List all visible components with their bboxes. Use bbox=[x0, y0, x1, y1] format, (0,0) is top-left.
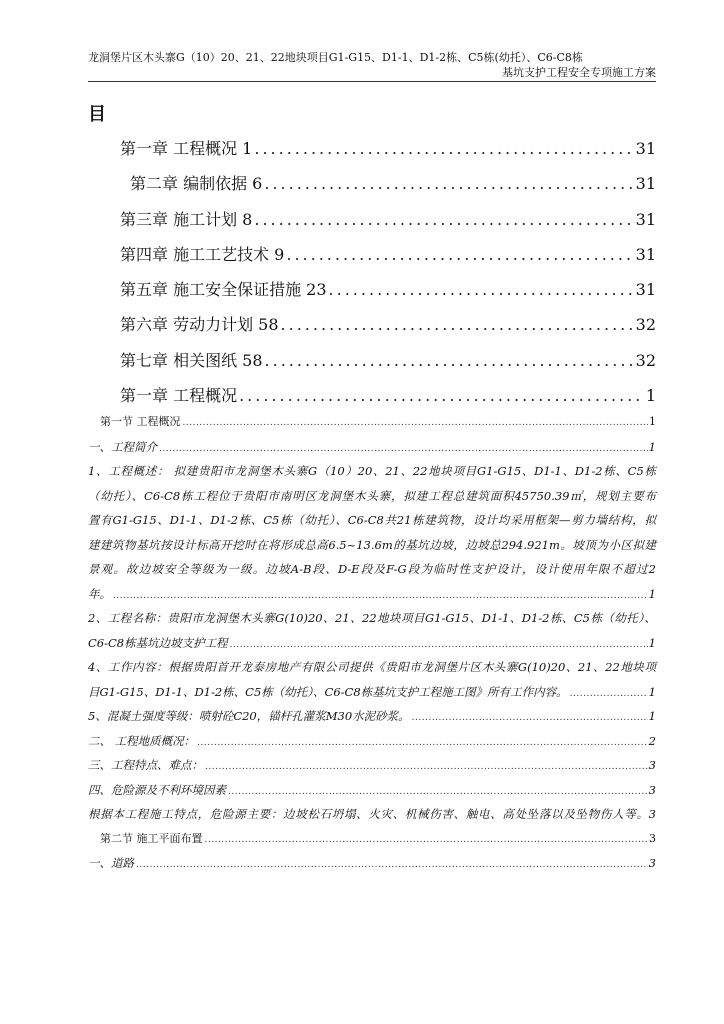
toc-entry[interactable] bbox=[88, 631, 656, 656]
toc-chapter-entry[interactable] bbox=[120, 242, 656, 277]
toc-chapter-entry[interactable] bbox=[120, 136, 656, 171]
toc-chapter-entry[interactable] bbox=[120, 171, 656, 206]
toc-chapter-entry[interactable] bbox=[120, 277, 656, 312]
toc-section-entry[interactable] bbox=[88, 410, 656, 435]
toc-heading: 目 bbox=[88, 104, 106, 125]
toc-body-line bbox=[88, 484, 656, 509]
chapter-page-number: 1 bbox=[645, 386, 656, 406]
entry-page-number: 1 bbox=[649, 415, 656, 428]
dot-leader bbox=[412, 706, 648, 731]
entry-text: 景观。故边坡安全等级为一级。边坡A-B段、D-E段及F-G段为临时性支护设计，设计使用年限不超过2 bbox=[88, 562, 656, 576]
entry-page-number: 1 bbox=[648, 635, 656, 650]
toc-chapter-entry[interactable] bbox=[120, 312, 656, 347]
chapter-page-number: 32 bbox=[635, 315, 656, 335]
header-project-title: 龙洞堡片区木头寨G（10）20、21、22地块项目G1-G15、D1-1、D1-2栋、C5栋(幼托）、C6-C8栋 bbox=[88, 51, 583, 64]
chapter-page-number: 31 bbox=[635, 209, 656, 229]
dot-leader bbox=[254, 139, 631, 158]
entry-page-number: 3 bbox=[649, 831, 656, 845]
chapter-label: 第四章 施工工艺技术 9 bbox=[120, 244, 285, 264]
dot-leader bbox=[205, 828, 649, 853]
entry-text: （幼托）、C6-C8栋工程位于贵阳市南明区龙洞堡木头寨，拟建工程总建筑面积45750.39㎡，规划主要布 bbox=[88, 488, 656, 503]
chapter-label: 第一章 工程概况 bbox=[120, 386, 238, 406]
entry-page-number: 2 bbox=[648, 733, 656, 748]
chapter-label: 第二章 编制依据 6 bbox=[130, 174, 263, 194]
entry-page-number: 3 bbox=[648, 758, 656, 772]
dot-leader bbox=[228, 780, 648, 805]
chapter-list bbox=[120, 136, 656, 418]
toc-chapter-entry[interactable] bbox=[120, 207, 656, 242]
chapter-label: 第五章 施工安全保证措施 23 bbox=[120, 280, 327, 300]
dot-leader bbox=[329, 280, 632, 299]
entry-page-number: 3 bbox=[648, 782, 656, 797]
header-document-title: 基坑支护工程安全专项施工方案 bbox=[502, 66, 656, 79]
dot-leader bbox=[286, 245, 631, 264]
entry-text: 二、 工程地质概况： bbox=[88, 733, 196, 748]
toc-entry[interactable] bbox=[88, 435, 656, 460]
entry-text: 建建筑物基坑按设计标高开挖时在将形成总高6.5~13.6m的基坑边坡，边坡总294.921m。坡顶为小区拟建 bbox=[88, 537, 656, 552]
chapter-label: 第一章 工程概况 1 bbox=[120, 139, 253, 158]
toc-entry[interactable] bbox=[88, 704, 656, 729]
chapter-page-number: 32 bbox=[635, 350, 656, 370]
toc-body-line bbox=[88, 533, 656, 558]
entry-text: 2、工程名称：贵阳市龙洞堡木头寨G(10)20、21、22地块项目G1-G15、D1-1、D1-2栋、C5栋（幼托）、 bbox=[88, 611, 656, 625]
toc-entry[interactable] bbox=[88, 778, 656, 803]
chapter-label: 第六章 劳动力计划 58 bbox=[120, 315, 279, 335]
entry-text: 1、工程概述： 拟建贵阳市龙洞堡木头寨G（10）20、21、22地块项目G1-G15、D1-1、D1-2栋、C5栋 bbox=[88, 464, 656, 478]
chapter-label: 第七章 相关图纸 58 bbox=[120, 350, 263, 370]
dot-leader bbox=[265, 351, 632, 370]
toc-body-line bbox=[88, 459, 656, 484]
entry-text: 根据本工程施工特点，危险源主要：边坡松石坍塌、火灾、机械伤害、触电、高处坠落以及坠物伤人等。3 bbox=[88, 807, 656, 821]
entry-page-number: 1 bbox=[648, 684, 656, 699]
toc-chapter-entry[interactable] bbox=[120, 348, 656, 383]
dot-leader bbox=[205, 755, 648, 780]
entry-text: 年。 bbox=[88, 586, 111, 601]
entry-page-number: 1 bbox=[648, 709, 656, 723]
toc-body-line bbox=[88, 606, 656, 631]
dot-leader bbox=[264, 174, 631, 193]
dot-leader bbox=[570, 682, 648, 707]
chapter-page-number: 31 bbox=[635, 244, 656, 264]
toc-entry[interactable] bbox=[88, 582, 656, 607]
entry-text: 四、危险源及不利环境因素 bbox=[88, 782, 226, 797]
dot-leader bbox=[230, 633, 648, 658]
dot-leader bbox=[136, 853, 648, 878]
header-divider bbox=[88, 81, 656, 82]
toc-entry[interactable] bbox=[88, 851, 656, 876]
entry-page-number: 1 bbox=[648, 439, 656, 454]
toc-entry[interactable] bbox=[88, 680, 656, 705]
toc-body-line bbox=[88, 655, 656, 680]
chapter-label: 第三章 施工计划 8 bbox=[120, 209, 253, 229]
entry-text: 一、道路 bbox=[88, 856, 134, 870]
toc-body-line bbox=[88, 508, 656, 533]
entry-text: 一、工程简介 bbox=[88, 439, 157, 454]
entry-text: 置有G1-G15、D1-1、D1-2栋、C5栋（幼托）、C6-C8共21栋建筑物，设计均采用框架—剪力墙结构，拟 bbox=[88, 513, 656, 527]
toc-section-entry[interactable] bbox=[88, 827, 656, 852]
toc-body-line bbox=[88, 557, 656, 582]
entry-text: 第一节 工程概况 bbox=[100, 415, 181, 428]
dot-leader bbox=[197, 731, 648, 756]
toc-entry[interactable] bbox=[88, 729, 656, 754]
page-header bbox=[88, 50, 656, 82]
toc-entry[interactable] bbox=[88, 753, 656, 778]
dot-leader bbox=[239, 386, 642, 405]
entry-text: 第二节 施工平面布置 bbox=[100, 831, 203, 845]
toc-body-line[interactable] bbox=[88, 802, 656, 827]
dot-leader bbox=[159, 437, 648, 462]
entry-text: 目G1-G15、D1-1、D1-2栋、C5栋（幼托）、C6-C8栋基坑支护工程施工图》所有工作内容。 bbox=[88, 684, 568, 699]
dot-leader bbox=[281, 315, 632, 334]
chapter-page-number: 31 bbox=[635, 139, 656, 158]
entry-text: 三、工程特点、难点： bbox=[88, 758, 203, 772]
entry-text: 4、工作内容：根据贵阳首开龙泰房地产有限公司提供《贵阳市龙洞堡片区木头寨G(10)20、21、22地块项 bbox=[88, 660, 656, 674]
entry-text: 5、混凝土强度等级：喷射砼C20，锚杆孔灌浆M30水泥砂浆。 bbox=[88, 709, 410, 723]
dot-leader bbox=[183, 411, 649, 436]
toc-detail-list bbox=[88, 410, 656, 876]
chapter-page-number: 31 bbox=[635, 174, 656, 194]
entry-text: C6-C8栋基坑边坡支护工程 bbox=[88, 635, 228, 650]
dot-leader bbox=[113, 584, 648, 609]
chapter-page-number: 31 bbox=[635, 280, 656, 300]
entry-page-number: 3 bbox=[648, 856, 656, 870]
entry-page-number: 1 bbox=[648, 586, 656, 601]
dot-leader bbox=[254, 210, 631, 229]
